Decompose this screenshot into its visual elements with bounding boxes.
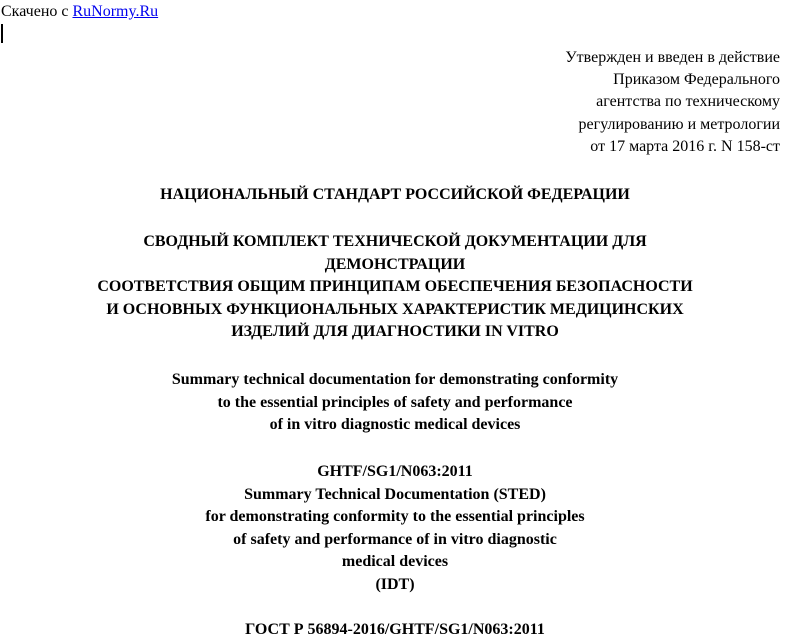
source-prefix: Скачено с (1, 3, 69, 20)
approval-block (420, 47, 780, 158)
approval-line: агентства по техническому (596, 93, 780, 111)
ghtf-line: (IDT) (375, 575, 415, 593)
approval-line: Приказом Федерального (613, 71, 780, 89)
russian-title-line: И ОСНОВНЫХ ФУНКЦИОНАЛЬНЫХ ХАРАКТЕРИСТИК МЕДИЦИНСКИХ (106, 300, 684, 318)
english-title (0, 369, 790, 437)
russian-title-line: СВОДНЫЙ КОМПЛЕКТ ТЕХНИЧЕСКОЙ ДОКУМЕНТАЦИИ ДЛЯ (143, 233, 647, 250)
ghtf-block (0, 461, 790, 597)
ghtf-line: of safety and performance of in vitro diagnostic (233, 530, 557, 548)
source-link[interactable]: RuNormy.Ru (72, 3, 159, 20)
approval-line: регулированию и метрологии (578, 115, 780, 133)
gost-designation: ГОСТ Р 56894-2016/GHTF/SG1/N063:2011 (245, 621, 545, 638)
ghtf-line: GHTF/SG1/N063:2011 (317, 463, 473, 480)
approval-line: от 17 марта 2016 г. N 158-ст (590, 137, 780, 155)
approval-line: Утвержден и введен в действие (565, 49, 780, 66)
english-title-line: of in vitro diagnostic medical devices (269, 416, 521, 434)
standard-heading: НАЦИОНАЛЬНЫЙ СТАНДАРТ РОССИЙСКОЙ ФЕДЕРАЦИИ (160, 186, 630, 203)
russian-title-line: СООТВЕТСТВИЯ ОБЩИМ ПРИНЦИПАМ ОБЕСПЕЧЕНИЯ БЕЗОПАСНОСТИ (97, 278, 693, 296)
russian-title (0, 231, 790, 344)
english-title-line: Summary technical documentation for demonstrating conformity (171, 371, 619, 388)
ghtf-line: medical devices (341, 553, 449, 571)
text-cursor (1, 24, 3, 43)
ghtf-line: for demonstrating conformity to the essential principles (205, 508, 585, 526)
russian-title-line: ИЗДЕЛИЙ ДЛЯ ДИАГНОСТИКИ IN VITRO (231, 323, 559, 341)
source-line (1, 2, 158, 22)
english-title-line: to the essential principles of safety and performance (217, 393, 573, 411)
ghtf-line: Summary Technical Documentation (STED) (244, 485, 546, 503)
russian-title-line: ДЕМОНСТРАЦИИ (324, 255, 466, 273)
